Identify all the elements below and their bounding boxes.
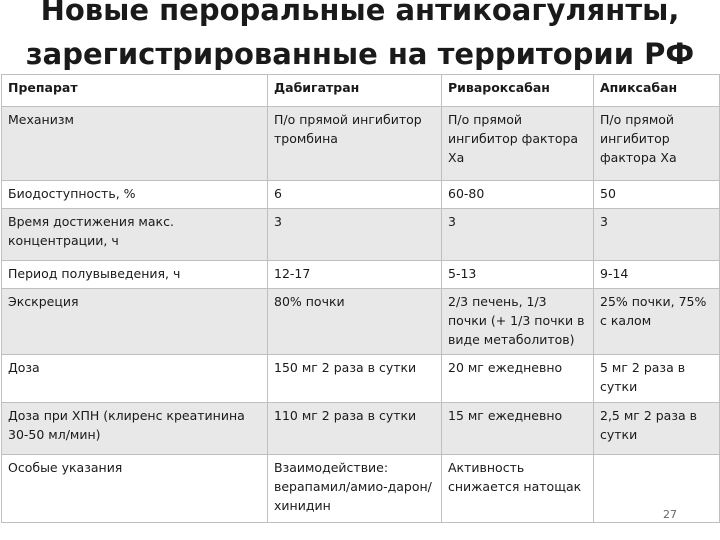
table-cell: 80% почки: [268, 289, 442, 355]
slide-title-line-2: зарегистрированные на территории РФ: [25, 37, 695, 71]
slide-title-line-1: Новые пероральные антикоагулянты,: [40, 0, 680, 27]
table-cell: 5 мг 2 раза в сутки: [594, 355, 720, 403]
row-label-dose: Доза: [2, 355, 268, 403]
row-label-special-notes: Особые указания: [2, 455, 268, 523]
row-label-half-life: Период полувыведения, ч: [2, 261, 268, 289]
row-label-excretion: Экскреция: [2, 289, 268, 355]
table-row: [2, 289, 720, 355]
table-cell: 3: [268, 209, 442, 261]
row-label-tmax: Время достижения макс. концентрации, ч: [2, 209, 268, 261]
row-label-mechanism: Механизм: [2, 107, 268, 181]
table-cell: 3: [594, 209, 720, 261]
header-apixaban: Апиксабан: [594, 75, 720, 107]
table-cell: 5-13: [442, 261, 594, 289]
page-number: 27: [663, 508, 677, 521]
table-cell: 110 мг 2 раза в сутки: [268, 403, 442, 455]
table-cell: П/о прямой ингибитор тромбина: [268, 107, 442, 181]
header-rivaroxaban: Ривароксабан: [442, 75, 594, 107]
table-cell: 150 мг 2 раза в сутки: [268, 355, 442, 403]
table-row: [2, 107, 720, 181]
table-cell: Активность снижается натощак: [442, 455, 594, 523]
table-cell: 60-80: [442, 181, 594, 209]
slide-title: [0, 0, 720, 76]
anticoagulant-comparison-table: [1, 74, 720, 523]
table-row: [2, 455, 720, 523]
header-drug: Препарат: [2, 75, 268, 107]
table-row: [2, 181, 720, 209]
row-label-renal-dose: Доза при ХПН (клиренс креатинина 30-50 мл/мин): [2, 403, 268, 455]
table-cell: 2,5 мг 2 раза в сутки: [594, 403, 720, 455]
table-cell: 15 мг ежедневно: [442, 403, 594, 455]
table-header-row: [2, 75, 720, 107]
table-cell: 20 мг ежедневно: [442, 355, 594, 403]
table-cell: 9-14: [594, 261, 720, 289]
table-cell: 3: [442, 209, 594, 261]
table-cell: Взаимодействие: верапамил/амио-дарон/хинидин: [268, 455, 442, 523]
table-row: [2, 261, 720, 289]
table-cell: 6: [268, 181, 442, 209]
table-cell: 25% почки, 75% с калом: [594, 289, 720, 355]
table-cell: [594, 455, 720, 523]
table-cell: 2/3 печень, 1/3 почки (+ 1/3 почки в виде метаболитов): [442, 289, 594, 355]
table-cell: П/о прямой ингибитор фактора Ха: [594, 107, 720, 181]
table-cell: П/о прямой ингибитор фактора Ха: [442, 107, 594, 181]
header-dabigatran: Дабигатран: [268, 75, 442, 107]
table-cell: 12-17: [268, 261, 442, 289]
table-row: [2, 209, 720, 261]
row-label-bioavailability: Биодоступность, %: [2, 181, 268, 209]
table-cell: 50: [594, 181, 720, 209]
table-row: [2, 403, 720, 455]
table-row: [2, 355, 720, 403]
